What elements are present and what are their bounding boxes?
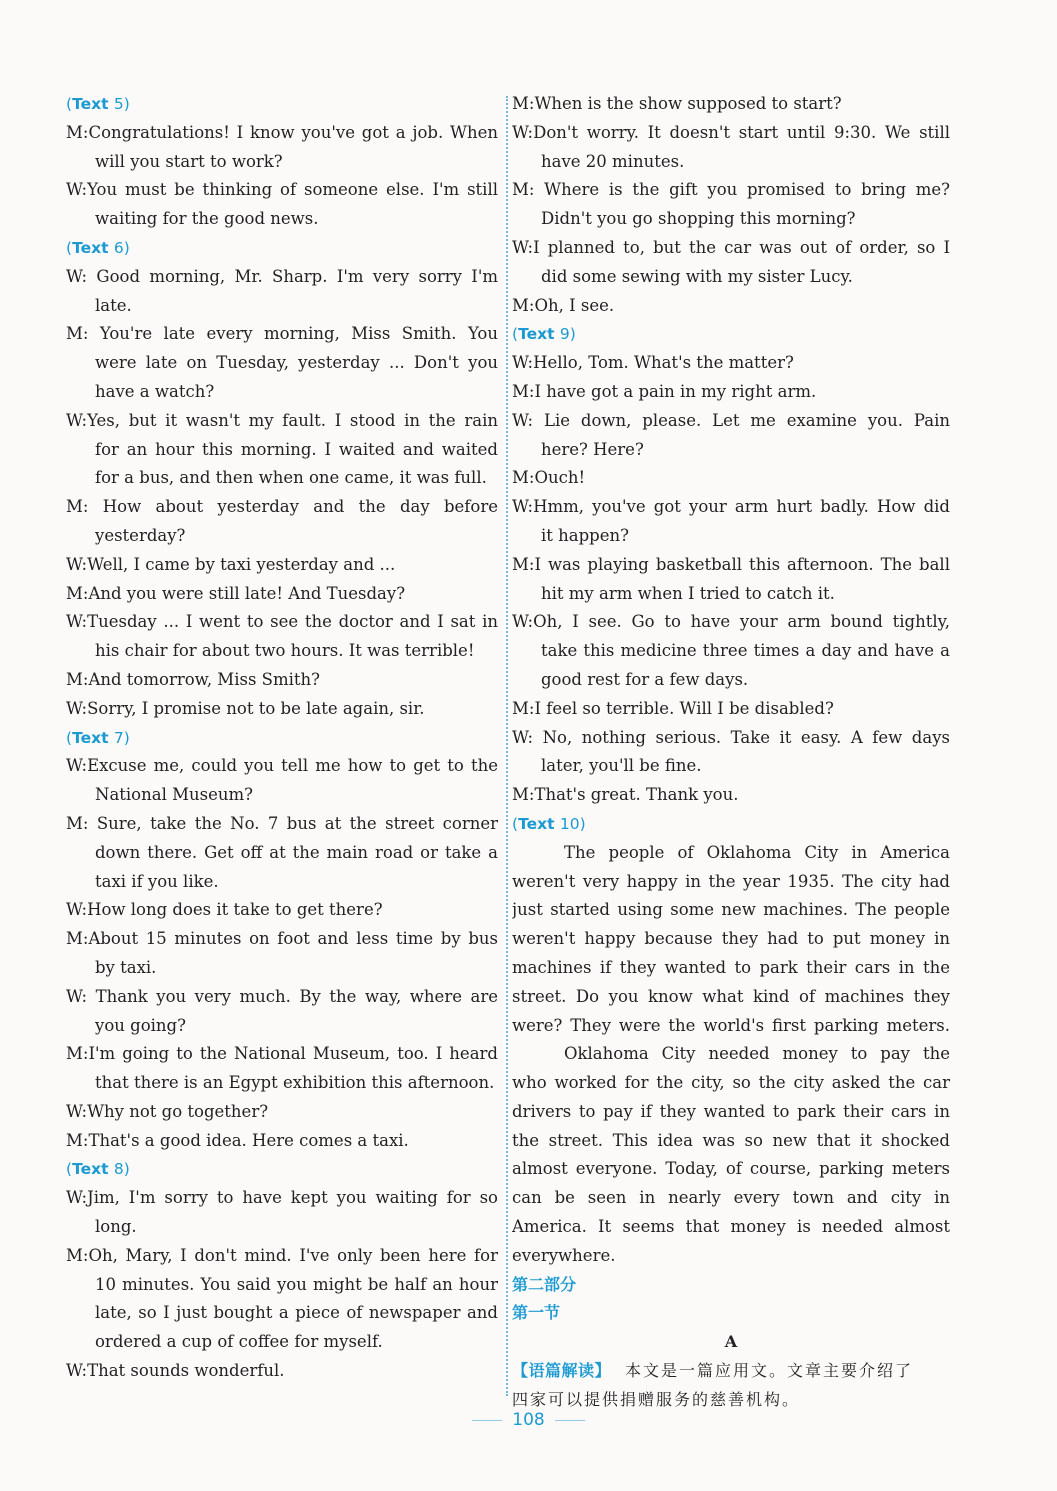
text-line: M:I have got a pain in my right arm. bbox=[512, 381, 817, 401]
header-label: Text bbox=[72, 95, 109, 113]
header-open-paren: ( bbox=[66, 1160, 73, 1179]
text-line: take this medicine three times a day and have a bbox=[541, 641, 950, 661]
text-line: were late on Tuesday, yesterday ... Don't you bbox=[95, 353, 498, 373]
text-line: America. It seems that money is needed almost bbox=[512, 1217, 950, 1237]
text-line: W:Why not go together? bbox=[66, 1101, 269, 1121]
text-line: W:Excuse me, could you tell me how to get to the bbox=[66, 756, 498, 776]
page-number-value: 108 bbox=[512, 1410, 545, 1430]
text-line: everywhere. bbox=[512, 1245, 616, 1265]
text-line: M:Ouch! bbox=[512, 468, 586, 488]
text-line: M:And tomorrow, Miss Smith? bbox=[66, 669, 320, 689]
text-line: will you start to work? bbox=[95, 151, 283, 171]
text-line: can be seen in nearly every town and city in bbox=[512, 1188, 950, 1208]
text-line: M:I feel so terrible. Will I be disabled? bbox=[512, 698, 834, 718]
passage-summary-continued: 四家可以提供捐赠服务的慈善机构。 bbox=[512, 1389, 801, 1409]
header-number: 6 bbox=[113, 238, 124, 257]
text-line: W:Sorry, I promise not to be late again, sir. bbox=[66, 698, 425, 718]
text-line: ordered a cup of coffee for myself. bbox=[95, 1332, 383, 1352]
text-line: M:Oh, Mary, I don't mind. I've only been here for bbox=[66, 1245, 498, 1265]
header-label: Text bbox=[518, 325, 555, 344]
header-close-paren: ) bbox=[123, 728, 130, 747]
text-line: down there. Get off at the main road or take a bbox=[95, 842, 498, 862]
text-line: were? They were the world's first parking meters. bbox=[512, 1015, 950, 1035]
header-open-paren: ( bbox=[512, 325, 519, 344]
text-line: W:Hello, Tom. What's the matter? bbox=[512, 353, 794, 373]
page-number-dash-right bbox=[555, 1420, 585, 1421]
text-line: M:That's great. Thank you. bbox=[512, 785, 739, 805]
text-line: M: How about yesterday and the day before bbox=[66, 497, 498, 517]
text-line: machines if they wanted to park their cars in the bbox=[512, 957, 950, 977]
text-line: W:That sounds wonderful. bbox=[66, 1361, 285, 1381]
text-line: W:You must be thinking of someone else. I'm still bbox=[66, 180, 498, 200]
column-divider bbox=[506, 96, 508, 1396]
text-line: W:Don't worry. It doesn't start until 9:30. We still bbox=[512, 122, 950, 142]
header-label: Text bbox=[72, 1160, 109, 1179]
text-line: M:And you were still late! And Tuesday? bbox=[66, 583, 406, 603]
text-line: did some sewing with my sister Lucy. bbox=[541, 266, 853, 286]
text-line: street. Do you know what kind of machines they bbox=[512, 986, 950, 1006]
part-heading: 第二部分 bbox=[512, 1274, 577, 1294]
section-header-text-7 bbox=[66, 724, 498, 753]
text-line: National Museum? bbox=[95, 785, 253, 805]
section-header-text-10 bbox=[512, 810, 950, 839]
section-header-text-8 bbox=[66, 1155, 498, 1184]
text-line: hit my arm when I tried to catch it. bbox=[541, 583, 835, 603]
text-line: W:How long does it take to get there? bbox=[66, 900, 383, 920]
text-line: weren't happy because they had to put money in bbox=[512, 929, 950, 949]
summary-text: 本文是一篇应用文。文章主要介绍了 bbox=[625, 1361, 914, 1381]
text-line: good rest for a few days. bbox=[541, 669, 749, 689]
text-line: the street. This idea was so new that it shocked bbox=[512, 1130, 950, 1150]
text-line: M:That's a good idea. Here comes a taxi. bbox=[66, 1130, 409, 1150]
text-line: M:I'm going to the National Museum, too. I heard bbox=[66, 1044, 498, 1064]
text-line: M:Oh, I see. bbox=[512, 295, 615, 315]
text-line: late, so I just bought a piece of newspaper and bbox=[95, 1303, 498, 1323]
text-line: later, you'll be fine. bbox=[541, 756, 702, 776]
text-line: yesterday? bbox=[95, 525, 186, 545]
text-line: W:Hmm, you've got your arm hurt badly. How did bbox=[512, 497, 950, 517]
header-open-paren: ( bbox=[512, 814, 519, 833]
header-close-paren: ) bbox=[123, 1160, 130, 1179]
header-label: Text bbox=[72, 238, 109, 257]
left-column bbox=[66, 90, 498, 1386]
text-line: M: Where is the gift you promised to bring me? bbox=[512, 180, 950, 200]
passage-label: A bbox=[724, 1332, 738, 1352]
text-line: W:Well, I came by taxi yesterday and ... bbox=[66, 554, 396, 574]
header-close-paren: ) bbox=[123, 95, 130, 113]
text-line: here? Here? bbox=[541, 439, 644, 459]
header-number: 9 bbox=[559, 325, 570, 344]
text-line: for a bus, and then when one came, it was full. bbox=[95, 468, 487, 488]
text-line: waiting for the good news. bbox=[95, 209, 319, 229]
text-line: W: Thank you very much. By the way, where are bbox=[66, 986, 498, 1006]
text-line: W:Jim, I'm sorry to have kept you waiting for so bbox=[66, 1188, 498, 1208]
text-line: by taxi. bbox=[95, 957, 157, 977]
page-number bbox=[0, 1410, 1057, 1430]
text-line: W:Oh, I see. Go to have your arm bound tightly, bbox=[512, 612, 950, 632]
header-label: Text bbox=[72, 728, 109, 747]
passage-summary bbox=[512, 1357, 950, 1386]
text-line: W:Tuesday ... I went to see the doctor and I sat in bbox=[66, 612, 498, 632]
text-line: almost everyone. Today, of course, parking meters bbox=[512, 1159, 950, 1179]
text-line: late. bbox=[95, 295, 132, 315]
part-heading: 第一节 bbox=[512, 1303, 561, 1323]
text-line: long. bbox=[95, 1217, 137, 1237]
header-number: 5 bbox=[113, 95, 124, 113]
page-number-dash-left bbox=[472, 1420, 502, 1421]
text-line: W:Yes, but it wasn't my fault. I stood in the rain bbox=[66, 410, 498, 430]
header-open-paren: ( bbox=[66, 728, 73, 747]
header-close-paren: ) bbox=[123, 238, 130, 257]
right-column bbox=[512, 90, 950, 1415]
text-line: M:Congratulations! I know you've got a job. When bbox=[66, 122, 498, 142]
text-line: The people of Oklahoma City in America bbox=[564, 842, 950, 862]
text-line: taxi if you like. bbox=[95, 871, 219, 891]
summary-tag: 【语篇解读】 bbox=[512, 1361, 612, 1381]
section-header-text-5 bbox=[66, 90, 498, 119]
header-open-paren: ( bbox=[66, 95, 73, 113]
text-line: W: Good morning, Mr. Sharp. I'm very sorry I'm bbox=[66, 266, 498, 286]
header-open-paren: ( bbox=[66, 238, 73, 257]
header-number: 7 bbox=[113, 728, 124, 747]
text-line: Oklahoma City needed money to pay the bbox=[564, 1044, 950, 1064]
text-line: W: No, nothing serious. Take it easy. A few days bbox=[512, 727, 950, 747]
text-line: it happen? bbox=[541, 525, 629, 545]
text-line: his chair for about two hours. It was terrible! bbox=[95, 641, 475, 661]
text-line: W: Lie down, please. Let me examine you. Pain bbox=[512, 410, 950, 430]
text-line: just started using some new machines. The people bbox=[512, 900, 950, 920]
text-line: you going? bbox=[95, 1015, 186, 1035]
header-close-paren: ) bbox=[569, 325, 576, 344]
text-line: W:I planned to, but the car was out of order, so I bbox=[512, 237, 950, 257]
text-line: weren't very happy in the year 1935. The city had bbox=[512, 871, 950, 891]
text-line: have 20 minutes. bbox=[541, 151, 685, 171]
text-line: M:I was playing basketball this afternoon. The ball bbox=[512, 554, 950, 574]
text-line: for an hour this morning. I waited and waited bbox=[95, 439, 498, 459]
text-line: drivers to pay if they wanted to park their cars in bbox=[512, 1101, 950, 1121]
text-line: M: Sure, take the No. 7 bus at the street corner bbox=[66, 813, 498, 833]
text-line: M: You're late every morning, Miss Smith. You bbox=[66, 324, 498, 344]
section-header-text-9 bbox=[512, 320, 950, 349]
text-line: 10 minutes. You said you might be half an hour bbox=[95, 1274, 498, 1294]
text-line: that there is an Egypt exhibition this afternoon. bbox=[95, 1073, 495, 1093]
text-line: M:About 15 minutes on foot and less time by bus bbox=[66, 929, 498, 949]
text-line: Didn't you go shopping this morning? bbox=[541, 209, 856, 229]
header-number: 10 bbox=[559, 814, 580, 833]
header-number: 8 bbox=[113, 1160, 124, 1179]
header-close-paren: ) bbox=[579, 814, 586, 833]
section-header-text-6 bbox=[66, 234, 498, 263]
text-line: who worked for the city, so the city asked the car bbox=[512, 1073, 950, 1093]
header-label: Text bbox=[518, 814, 555, 833]
text-line: have a watch? bbox=[95, 381, 215, 401]
text-line: M:When is the show supposed to start? bbox=[512, 94, 842, 113]
